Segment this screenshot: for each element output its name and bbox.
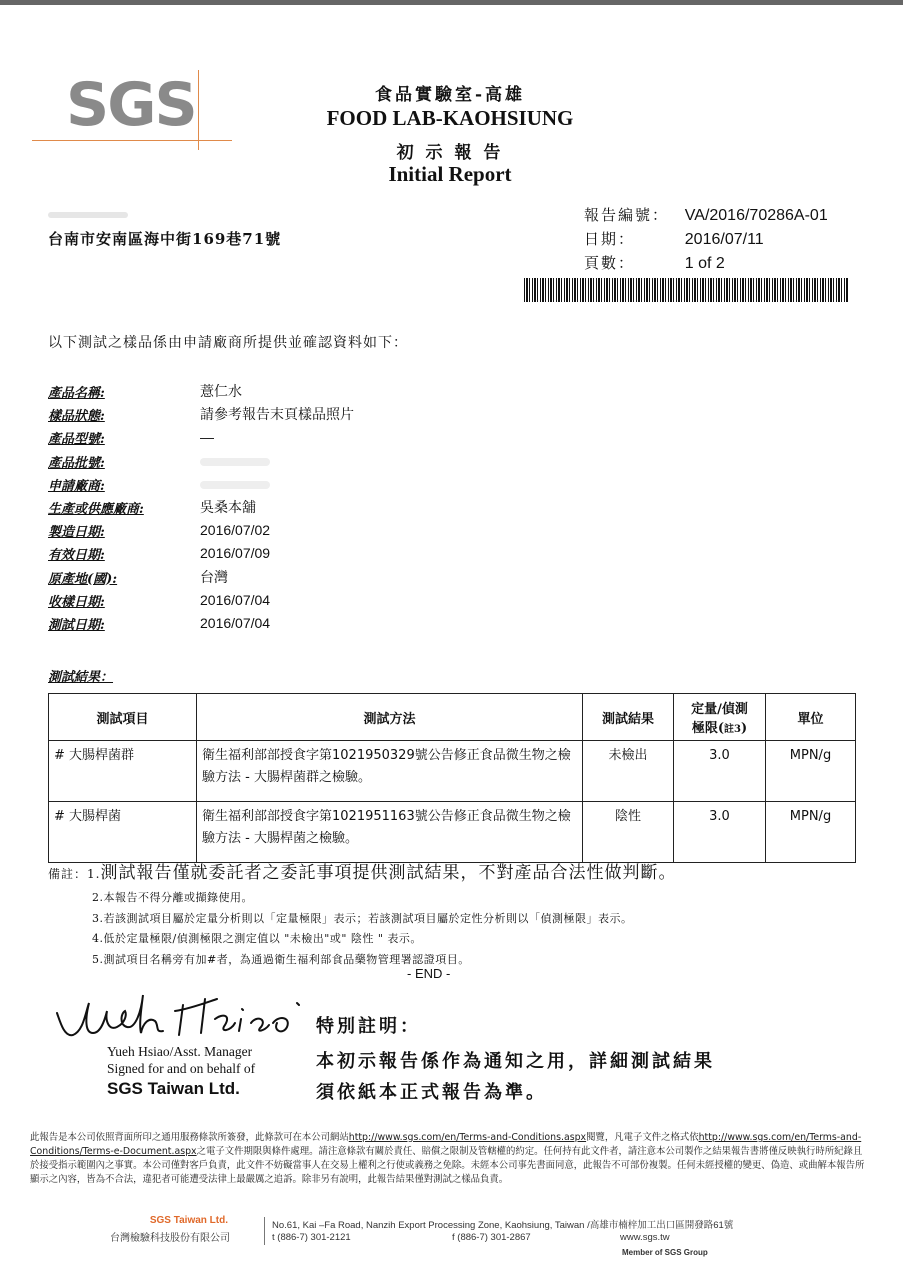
header-limit-sub: 極限( [691,721,725,736]
sample-field-label: 生產或供應廠商: [48,501,144,517]
table-row [49,802,856,863]
e-document-terms-link[interactable]: http://www.sgs.com/en/Terms-and-Conditions/Terms-e-Document.aspx [30,1132,862,1157]
redacted-value [200,458,270,466]
sample-field-row [48,612,271,635]
sample-field-label: 收樣日期: [48,594,105,610]
footer-website: www.sgs.tw [620,1232,670,1243]
report-date-label: 日期： [584,230,636,248]
signed-on-behalf: Signed for and on behalf of [107,1061,256,1076]
footer-fax: f (886-7) 301-2867 [452,1232,531,1243]
row-item: # 大腸桿菌群 [49,741,197,802]
sample-field-row [48,589,271,612]
redacted-value [200,481,270,489]
header-unit: 單位 [766,694,856,741]
top-border [0,0,903,5]
footer-company-zh: 台灣檢驗科技股份有限公司 [110,1233,230,1244]
sample-field-value: 2016/07/04 [200,614,271,631]
footer-phone: t (886-7) 301-2121 [272,1232,351,1243]
sample-field-row [48,403,354,426]
special-notice-title: 特別註明： [316,1016,421,1037]
sample-field-label: 測試日期: [48,617,105,633]
sample-field-value: 2016/07/02 [200,522,271,539]
logo-rule-horizontal [32,140,232,141]
report-date-row [584,227,828,251]
sample-field-row [48,450,196,473]
row-limit: 3.0 [674,802,766,863]
special-notice-line2: 須依紙本正式報告為準。 [316,1082,547,1103]
sample-field-value: 台灣 [200,568,228,585]
header-limit-note: 註3 [724,724,741,735]
sample-field-row [48,519,271,542]
sgs-logo-text: SGS [66,70,196,140]
sample-field-label: 產品名稱: [48,386,105,401]
header-limit-main: 定量/偵測 [691,702,748,717]
sample-field-value: — [200,429,214,446]
page-footer [110,1215,870,1265]
report-number-row [584,203,828,227]
note-1 [48,858,676,888]
row-method: 衛生福利部部授食字第1021950329號公告修正食品微生物之檢驗方法 - 大腸桿菌群之檢驗。 [197,741,583,802]
signature-block [107,1043,255,1101]
report-pages-label: 頁數： [584,254,636,272]
end-marker: - END - [407,966,451,981]
results-table [48,693,856,863]
note-5: 5.測試項目名稱旁有加#者，為通過衛生福利部食品藥物管理署認證項目。 [92,952,470,966]
sgs-logo [62,70,212,150]
report-date: 2016/07/11 [684,231,764,248]
disclaimer-part3: 之電子文件期限與條件處理。請注意條款有關於責任、賠償之限制及管轄權的約定。任何持有此文件者，請注意本公司製作之結果報告書將僅反映執行時所紀錄且於接受指示範圍內之事實。本公司僅對客戶負責，此文件不妨礙當事人在交易上權利之行使或義務之免除。未經本公司事先書面同意，此報告不可部份複製。任何未經授權的變更、偽造、或曲解本報告所顯示之內容，皆為不合法，違犯者可能遭受法律上最嚴厲之追訴。除非另有說明，此報告結果僅對測試之樣品負責。 [30,1146,865,1185]
header-item: 測試項目 [49,694,197,741]
sample-field-row [48,473,196,496]
sample-field-label: 原產地(國): [48,571,118,587]
report-type-en: Initial Report [388,162,512,186]
report-pages: 1 of 2 [684,255,725,272]
report-meta [584,203,828,275]
row-unit: MPN/g [766,802,856,863]
sample-field-label: 製造日期: [48,525,105,541]
report-pages-row [584,251,828,275]
terms-link[interactable]: http://www.sgs.com/en/Terms-and-Conditions.aspx [348,1132,587,1143]
row-limit: 3.0 [674,741,766,802]
header-method: 測試方法 [197,694,583,741]
row-result: 陰性 [583,802,674,863]
sample-field-value: 2016/07/09 [200,545,271,562]
intro-text: 以下測試之樣品係由申請廠商所提供並確認資料如下： [48,335,408,351]
row-item: # 大腸桿菌 [49,802,197,863]
special-notice-line1: 本初示報告係作為通知之用，詳細測試結果 [316,1051,715,1072]
sample-field-label: 產品型號: [48,432,105,448]
sample-field-value: 2016/07/04 [200,591,271,608]
results-title: 測試結果： [48,670,114,685]
header-result: 測試結果 [583,694,674,741]
lab-name-zh: 食品實驗室-高雄 [374,85,526,105]
sample-info [48,380,354,635]
note-2: 2.本報告不得分離或擷錄使用。 [92,891,253,904]
signer-company: SGS Taiwan Ltd. [107,1079,240,1098]
report-type-zh: 初 示 報 告 [396,143,504,163]
legal-disclaimer [30,1131,865,1187]
sample-field-label: 產品批號: [48,455,105,471]
footer-member: Member of SGS Group [622,1248,708,1257]
sample-field-label: 申請廠商: [48,478,105,494]
disclaimer-part1: 此報告是本公司依照背面所印之通用服務條款所簽發，此條款可在本公司網站 [30,1132,349,1143]
signer-name-title: Yueh Hsiao/Asst. Manager [107,1044,253,1059]
sample-field-value: 薏仁水 [200,383,242,399]
sample-field-row [48,542,271,565]
report-number: VA/2016/70286A-01 [684,207,828,224]
sample-field-row [48,380,242,403]
disclaimer-part2: 閱覽，凡電子文件之格式依 [586,1132,699,1143]
sample-field-value: 請參考報告末頁樣品照片 [200,406,354,423]
header-limit-sub-line [675,717,764,736]
footer-divider [264,1217,265,1245]
footer-address: No.61, Kai –Fa Road, Nanzih Export Processing Zone, Kaohsiung, Taiwan /高雄市楠梓加工出口區開發路61號 [272,1220,734,1231]
results-header-row [49,694,856,741]
row-result: 未檢出 [583,741,674,802]
sample-field-row [48,426,214,449]
sample-field-label: 有效日期: [48,548,105,564]
notes [48,858,676,970]
handwritten-signature [55,985,315,1045]
sample-field-value: 吳桑本舖 [200,498,256,515]
table-row [49,741,856,802]
row-unit: MPN/g [766,741,856,802]
barcode [524,278,849,302]
report-number-label: 報告編號： [584,206,670,224]
row-method: 衛生福利部部授食字第1021951163號公告修正食品微生物之檢驗方法 - 大腸桿菌之檢驗。 [197,802,583,863]
note-4: 4.低於定量極限/偵測極限之測定值以 "未檢出"或" 陰性 " 表示。 [92,932,422,945]
sample-field-row [48,566,228,589]
client-address: 台南市安南區海中街169巷71號 [48,230,282,248]
footer-company-en: SGS Taiwan Ltd. [149,1215,228,1226]
sample-field-label: 樣品狀態: [48,409,105,425]
header-limit-close: ) [740,721,748,736]
logo-rule-vertical [198,70,199,150]
redacted-name [48,212,128,218]
note-1-text: 測試報告僅就委託者之委託事項提供測試結果，不對產品合法性做判斷。 [100,863,677,883]
note-lead: 備註：1. [48,867,101,881]
note-3: 3.若該測試項目屬於定量分析則以「定量極限」表示；若該測試項目屬於定性分析則以「偵測極限」表示。 [92,911,633,925]
header-limit [674,694,766,741]
lab-name-en: FOOD LAB-KAOHSIUNG [326,106,574,130]
sample-field-row [48,496,256,519]
special-notice [316,1012,715,1108]
